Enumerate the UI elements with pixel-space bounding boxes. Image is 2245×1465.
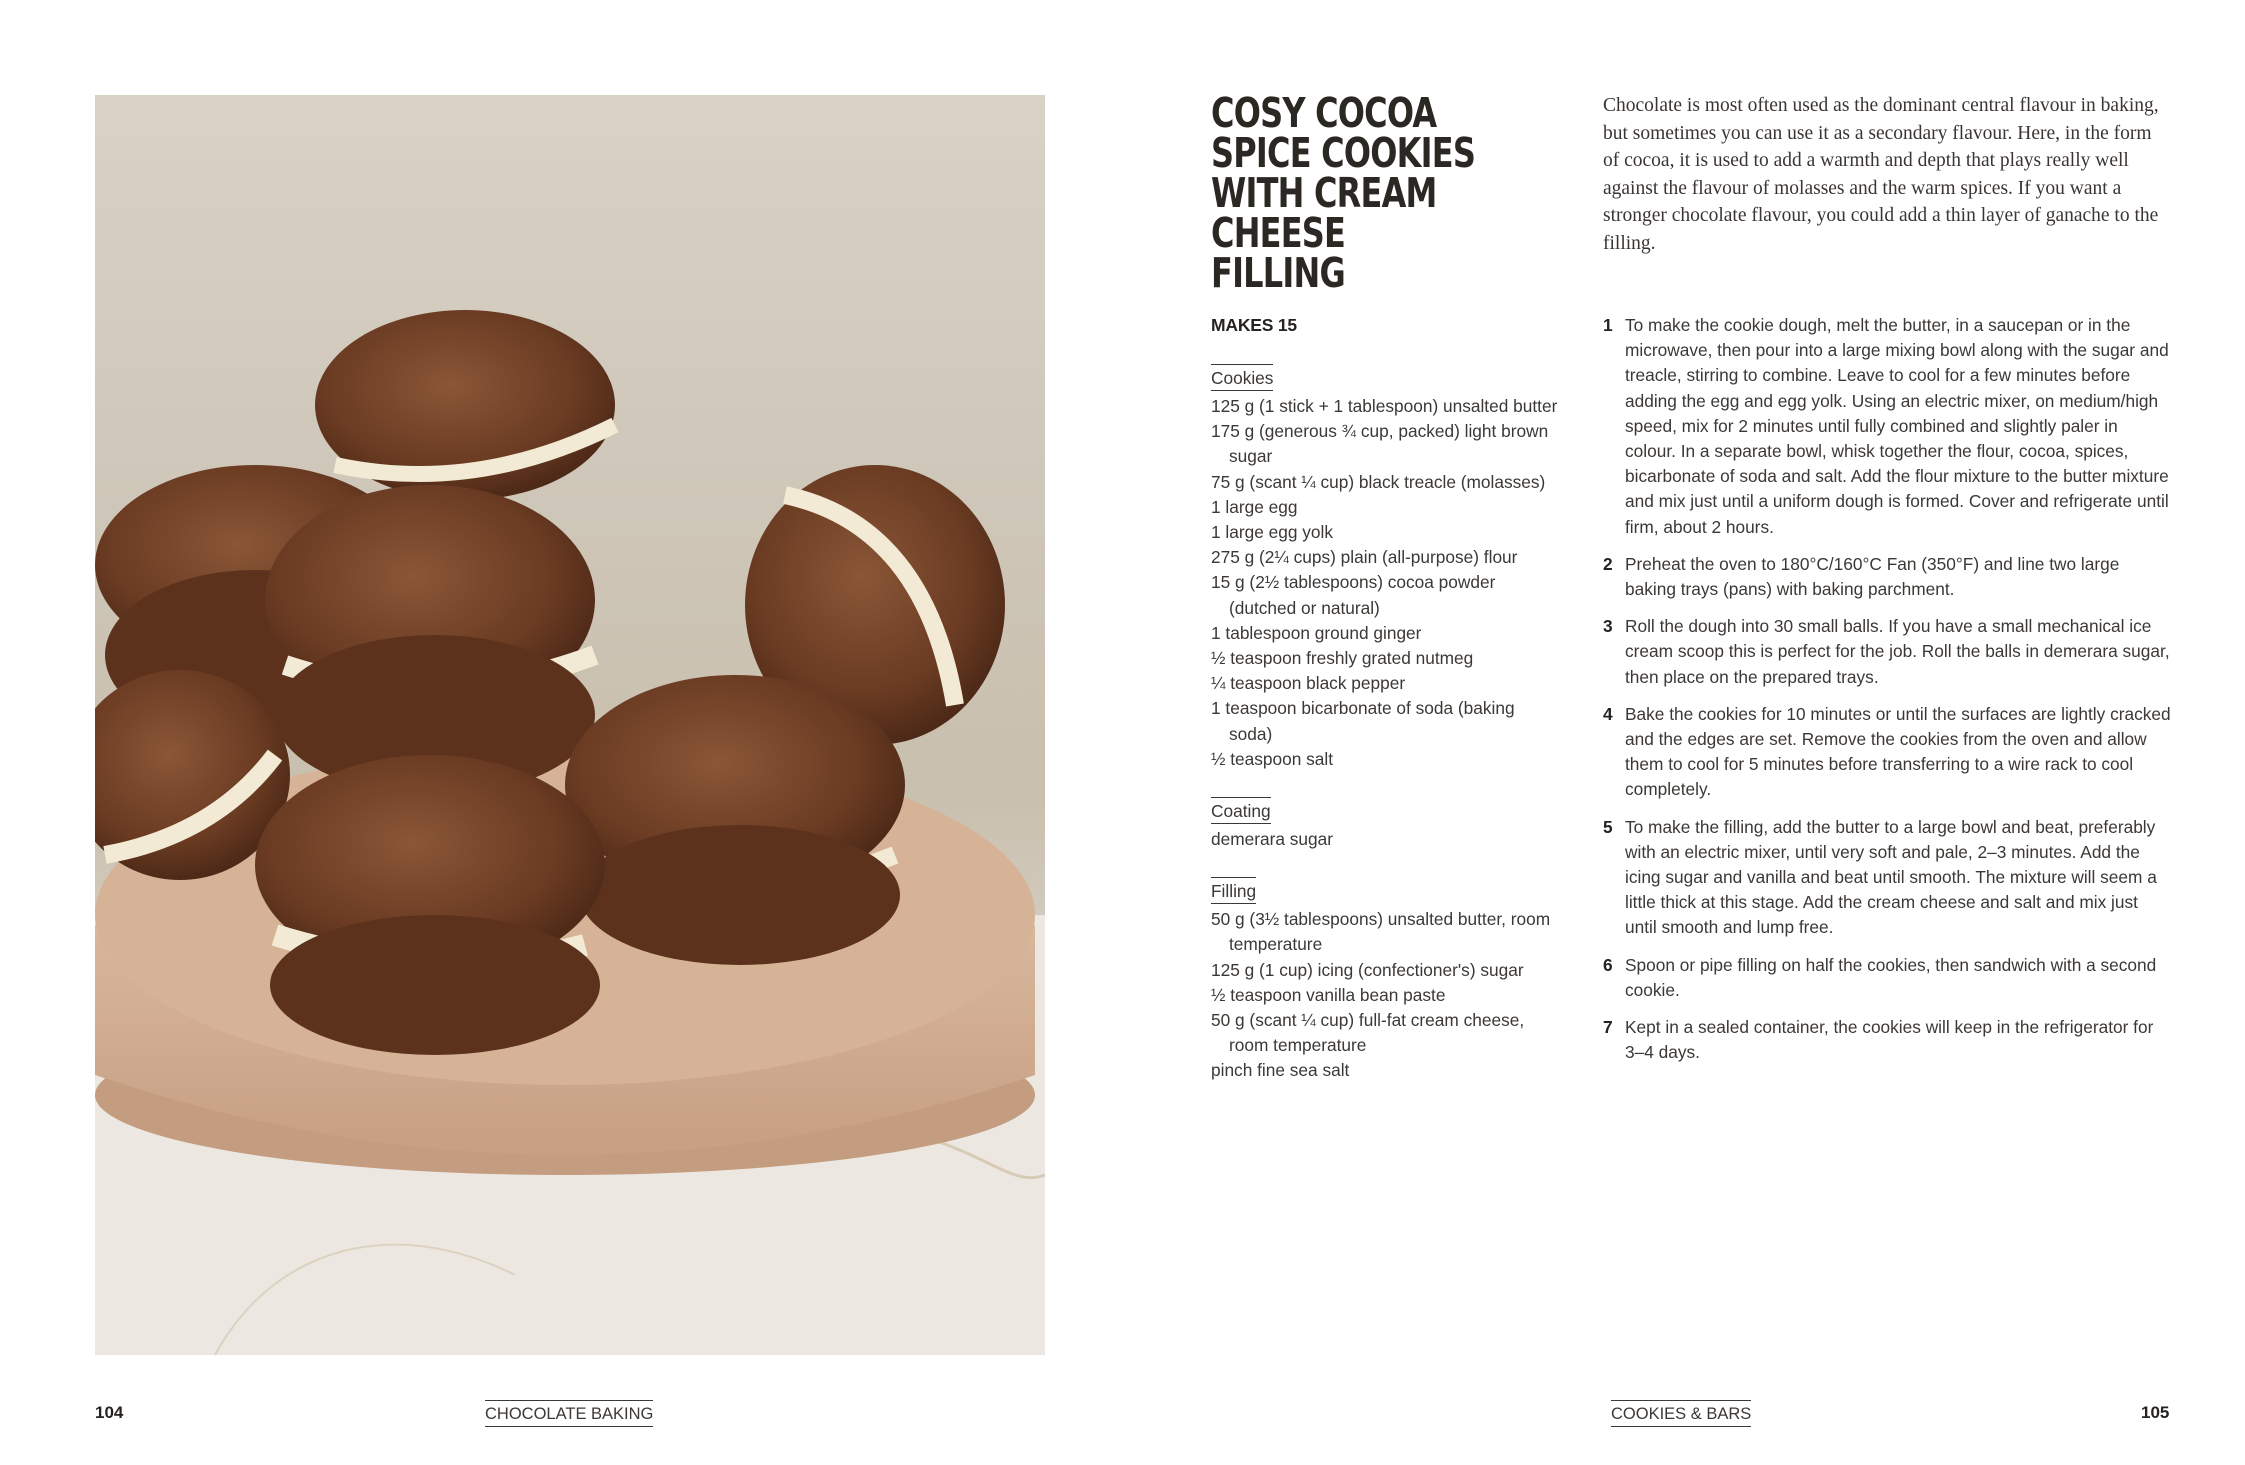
- method-step: [1603, 1015, 2173, 1065]
- step-number: 6: [1603, 954, 1613, 975]
- step-number: 3: [1603, 616, 1613, 637]
- photo-illustration: [95, 95, 1045, 1355]
- step-number: 1: [1603, 315, 1613, 335]
- method-step: [1603, 313, 2173, 540]
- cookie-sandwich-photo: [95, 95, 1045, 1355]
- ingredient-group-heading: Filling: [1211, 877, 1256, 904]
- method-step: [1603, 614, 2173, 690]
- running-head-left: CHOCOLATE BAKING: [485, 1400, 653, 1427]
- method-step: [1603, 953, 2173, 1003]
- step-number: 4: [1603, 703, 1613, 724]
- ingredient-item: ¼ teaspoon black pepper: [1211, 673, 1406, 694]
- method-steps: [1603, 313, 2173, 1077]
- step-number: 2: [1603, 553, 1613, 574]
- method-step: [1603, 702, 2173, 803]
- page-number-left: 104: [95, 1403, 124, 1422]
- ingredient-item: 75 g (scant ¼ cup) black treacle (molasses): [1211, 471, 1546, 492]
- page-number-right: 105: [2141, 1403, 2170, 1422]
- step-number: 5: [1603, 816, 1613, 837]
- method-step: [1603, 815, 2173, 941]
- ingredient-group-heading: Cookies: [1211, 364, 1273, 391]
- ingredient-group-filling: [1211, 877, 1561, 1083]
- step-number: 7: [1603, 1017, 1613, 1038]
- ingredient-item: 275 g (2¼ cups) plain (all-purpose) flour: [1211, 547, 1518, 568]
- step-text: Preheat the oven to 180°C/160°C Fan (350°F) and line two large baking trays (pans) with baking parchment.: [1625, 553, 2120, 600]
- recipe-intro: Chocolate is most often used as the dominant central flavour in baking, but sometimes you can use it as a secondary flavour. Here, in the form of cocoa, it is used to add a warmth and depth that plays really well against the flavour of molasses and the warm spices. If you want a stronger chocolate flavour, you could add a thin layer of ganache to the filling.: [1603, 95, 2159, 254]
- ingredient-item: ½ teaspoon vanilla bean paste: [1211, 984, 1446, 1005]
- ingredient-item: 125 g (1 stick + 1 tablespoon) unsalted butter: [1211, 396, 1558, 416]
- ingredient-group-heading: Coating: [1211, 797, 1271, 824]
- ingredient-item: 175 g (generous ¾ cup, packed) light brown sugar: [1211, 421, 1549, 467]
- method-step: [1603, 552, 2173, 602]
- ingredient-list: [1211, 364, 1561, 1109]
- ingredient-item: demerara sugar: [1211, 829, 1333, 850]
- ingredient-group-coating: [1211, 797, 1561, 852]
- step-text: Spoon or pipe filling on half the cookies, then sandwich with a second cookie.: [1625, 954, 2157, 1000]
- ingredient-item: 50 g (3½ tablespoons) unsalted butter, room temperature: [1211, 909, 1551, 955]
- recipe-title: COSY COCOA SPICE COOKIES WITH CREAM CHEESE FILLING: [1211, 89, 1476, 297]
- running-head-right: COOKIES & BARS: [1611, 1400, 1751, 1427]
- ingredient-item: 1 teaspoon bicarbonate of soda (baking soda): [1211, 698, 1515, 744]
- step-text: To make the cookie dough, melt the butter, in a saucepan or in the microwave, then pour into a large mixing bowl along with the sugar and treacle, stirring to combine. Leave to cool for a few minutes before adding the egg and egg yolk. Using an electric mixer, on medium/high speed, mix for 2 minutes until fully combined and slightly paler in colour. In a separate bowl, whisk together the flour, cocoa, spices, bicarbonate of soda and salt. Add the flour mixture to the butter mixture and mix just until a uniform dough is formed. Cover and refrigerate until firm, about 2 hours.: [1625, 315, 2169, 537]
- ingredient-item: 1 large egg yolk: [1211, 522, 1334, 543]
- ingredient-item: pinch fine sea salt: [1211, 1060, 1350, 1081]
- ingredient-item: ½ teaspoon freshly grated nutmeg: [1211, 648, 1474, 669]
- ingredient-item: 50 g (scant ¼ cup) full-fat cream cheese, room temperature: [1211, 1010, 1525, 1056]
- ingredient-item: 1 tablespoon ground ginger: [1211, 622, 1422, 643]
- step-text: To make the filling, add the butter to a large bowl and beat, preferably with an electric mixer, until very soft and pale, 2–3 minutes. Add the icing sugar and vanilla and beat until smooth. The mixture will seem a little thick at this stage. Add the cream cheese and salt and mix just until smooth and lump free.: [1625, 816, 2157, 938]
- step-text: Roll the dough into 30 small balls. If you have a small mechanical ice cream scoop this is perfect for the job. Roll the balls in demerara sugar, then place on the prepared trays.: [1625, 616, 2170, 687]
- ingredient-item: 125 g (1 cup) icing (confectioner's) sugar: [1211, 959, 1524, 980]
- ingredient-item: 15 g (2½ tablespoons) cocoa powder (dutched or natural): [1211, 572, 1496, 618]
- recipe-yield: MAKES 15: [1211, 315, 1297, 335]
- step-text: Kept in a sealed container, the cookies will keep in the refrigerator for 3–4 days.: [1625, 1017, 2154, 1063]
- ingredient-item: ½ teaspoon salt: [1211, 748, 1334, 769]
- ingredient-item: 1 large egg: [1211, 496, 1298, 517]
- step-text: Bake the cookies for 10 minutes or until the surfaces are lightly cracked and the edges are set. Remove the cookies from the oven and allow them to cool for 5 minutes before transferring to a wire rack to cool completely.: [1625, 703, 2171, 800]
- ingredient-group-cookies: [1211, 364, 1561, 772]
